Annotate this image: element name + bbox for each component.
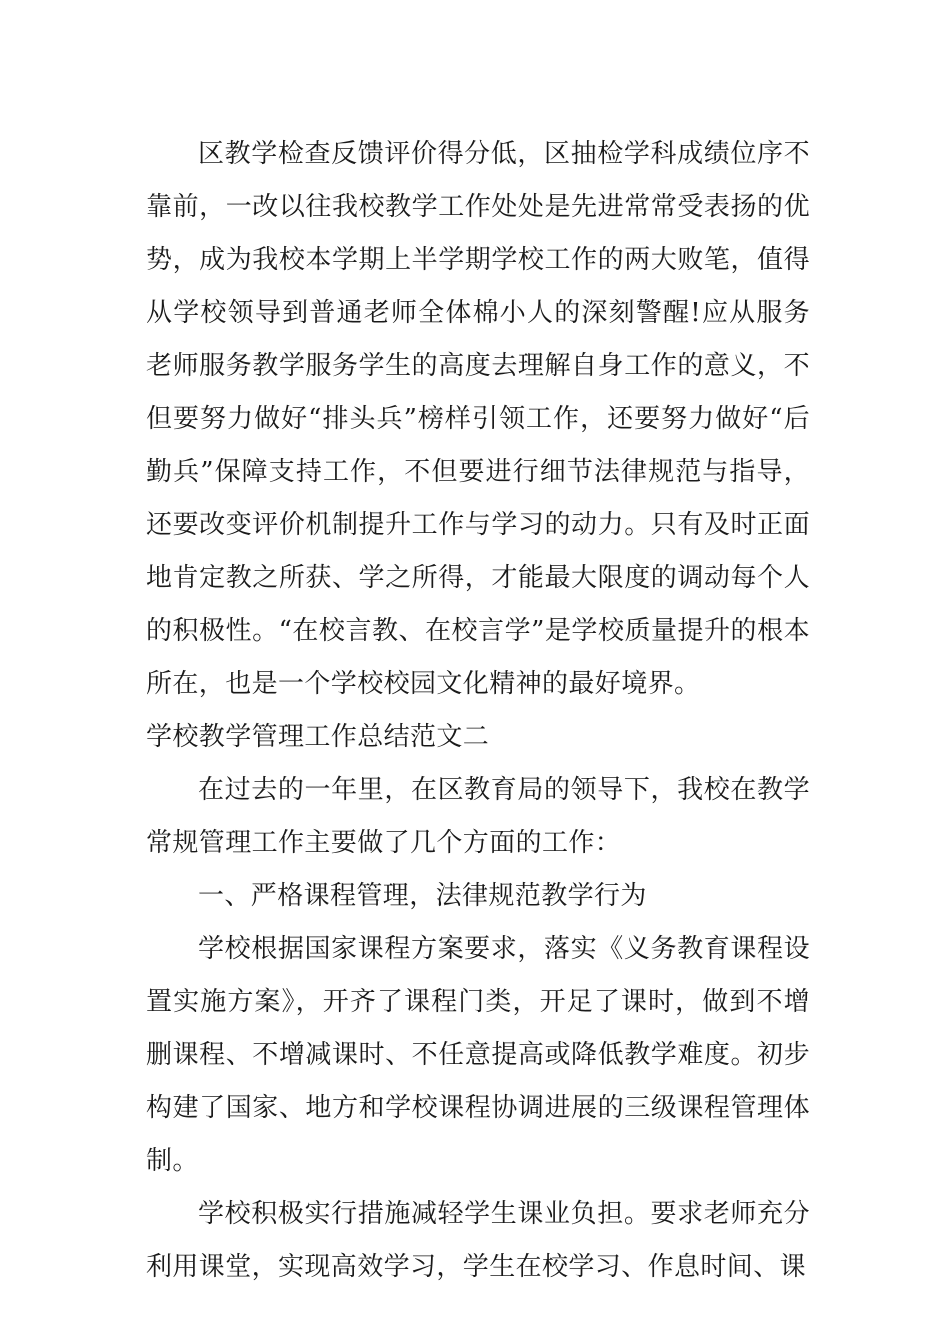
paragraph: 在过去的一年里，在区教育局的领导下，我校在教学常规管理工作主要做了几个方面的工作： [146,775,810,858]
paragraph: 学校积极实行措施减轻学生课业负担。要求老师充分利用课堂，实现高效学习，学生在校学习、作息时间、课 [146,1199,810,1282]
section-heading: 学校教学管理工作总结范文二 [146,722,490,752]
document-body [146,128,810,1294]
subsection-heading: 一、严格课程管理，法律规范教学行为 [198,881,647,911]
paragraph: 学校根据国家课程方案要求，落实《义务教育课程设置实施方案》，开齐了课程门类，开足了课时，做到不增删课程、不增减课时、不任意提高或降低教学难度。初步构建了国家、地方和学校课程协调进展的三级课程管理体制。 [146,934,810,1176]
paragraph: 区教学检查反馈评价得分低，区抽检学科成绩位序不靠前，一改以往我校教学工作处处是先进常常受表扬的优势，成为我校本学期上半学期学校工作的两大败笔，值得从学校领导到普通老师全体棉小人的深刻警醒!应从服务老师服务教学服务学生的高度去理解自身工作的意义，不但要努力做好“排头兵”榜样引领工作，还要努力做好“后勤兵”保障支持工作，不但要进行细节法律规范与指导，还要改变评价机制提升工作与学习的动力。只有及时正面地肯定教之所获、学之所得，才能最大限度的调动每个人的积极性。“在校言教、在校言学”是学校质量提升的根本所在，也是一个学校校园文化精神的最好境界。 [146,139,810,699]
